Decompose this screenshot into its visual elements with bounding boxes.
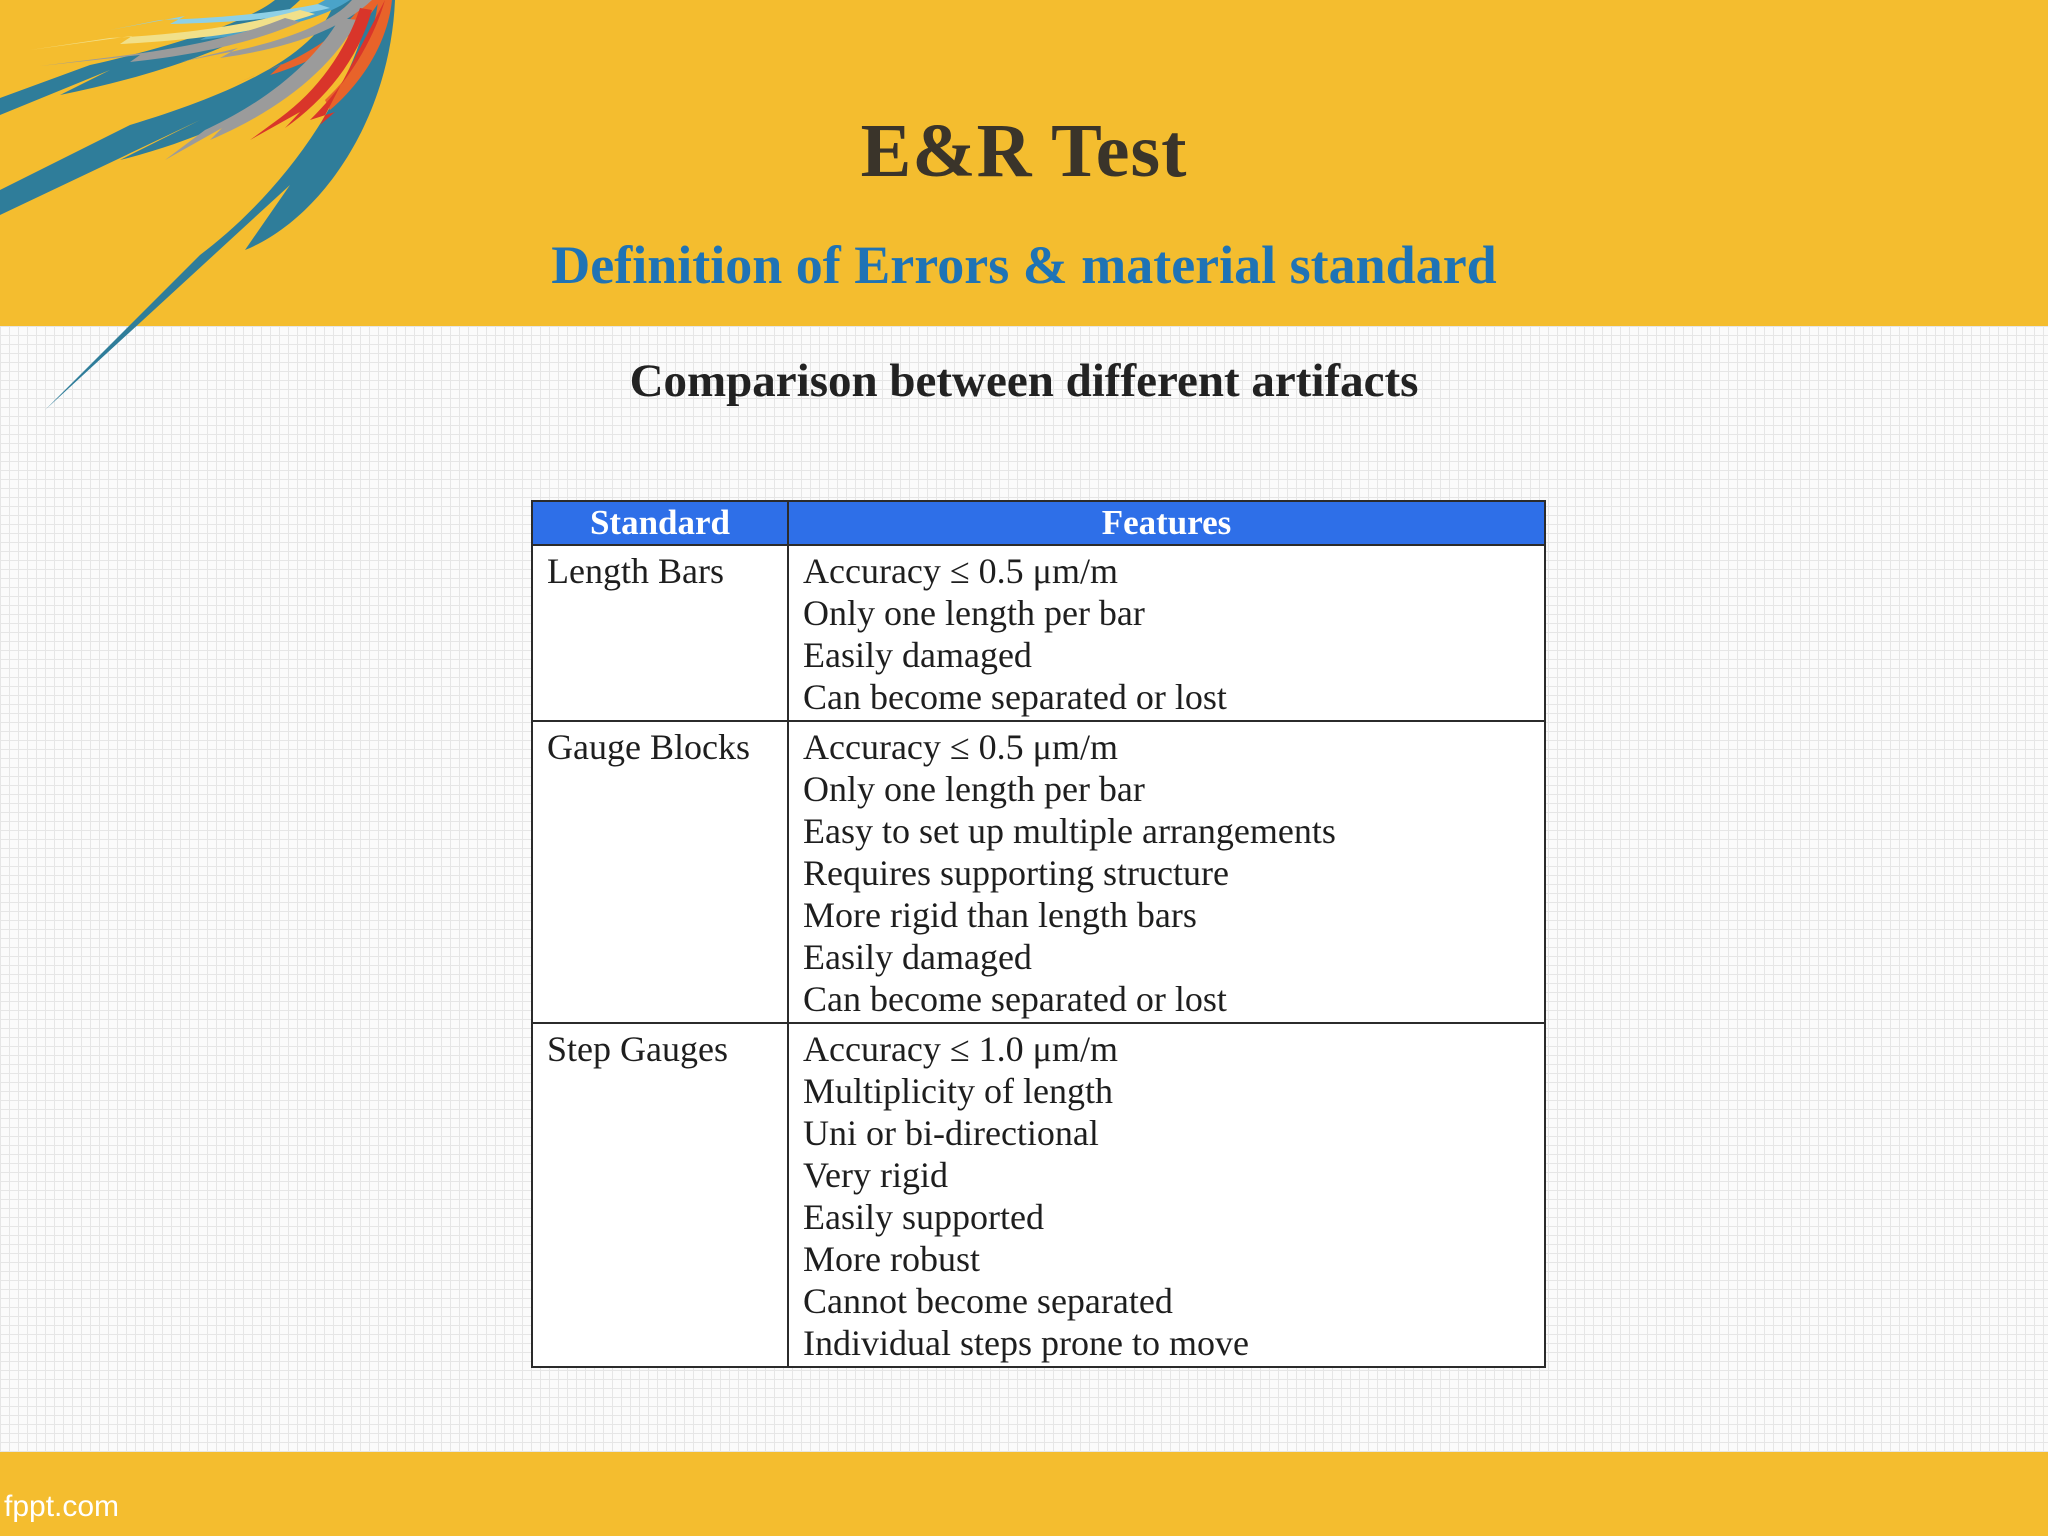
feature-item: Easily damaged <box>803 635 1032 675</box>
footer-brand-text: fppt.com <box>4 1490 120 1523</box>
feature-item: Only one length per bar <box>803 593 1145 633</box>
table-row <box>532 1023 1545 1367</box>
feature-item: Accuracy ≤ 0.5 μm/m <box>803 727 1118 767</box>
column-header-standard: Standard <box>532 501 788 545</box>
standard-cell <box>532 1023 788 1367</box>
standard-label: Gauge Blocks <box>547 727 750 767</box>
slide-title: E&R Test <box>860 109 1188 193</box>
feature-item: Easily supported <box>803 1197 1044 1237</box>
feature-item: Cannot become separated <box>803 1281 1173 1321</box>
features-cell <box>788 721 1545 1023</box>
feature-item: Uni or bi-directional <box>803 1113 1099 1153</box>
feature-item: Requires supporting structure <box>803 853 1229 893</box>
artifacts-comparison-table <box>531 500 1546 1368</box>
feature-item: More rigid than length bars <box>803 895 1197 935</box>
feature-item: Only one length per bar <box>803 769 1145 809</box>
feature-item: Multiplicity of length <box>803 1071 1113 1111</box>
feature-item: Can become separated or lost <box>803 979 1227 1019</box>
table-header-row <box>532 501 1545 545</box>
feature-item: Accuracy ≤ 0.5 μm/m <box>803 551 1118 591</box>
table-row <box>532 545 1545 721</box>
feature-item: Easy to set up multiple arrangements <box>803 811 1336 851</box>
slide-subtitle: Definition of Errors & material standard <box>551 235 1497 295</box>
features-cell <box>788 1023 1545 1367</box>
section-heading: Comparison between different artifacts <box>629 355 1419 407</box>
feature-item: Accuracy ≤ 1.0 μm/m <box>803 1029 1118 1069</box>
feature-item: More robust <box>803 1239 980 1279</box>
feature-item: Can become separated or lost <box>803 677 1227 717</box>
footer-band <box>0 1452 2048 1536</box>
feature-item: Very rigid <box>803 1155 948 1195</box>
standard-label: Step Gauges <box>547 1029 728 1069</box>
feature-item: Easily damaged <box>803 937 1032 977</box>
standard-cell <box>532 545 788 721</box>
feature-item: Individual steps prone to move <box>803 1323 1249 1363</box>
features-cell <box>788 545 1545 721</box>
standard-label: Length Bars <box>547 551 724 591</box>
standard-cell <box>532 721 788 1023</box>
table-row <box>532 721 1545 1023</box>
column-header-features: Features <box>788 501 1545 545</box>
